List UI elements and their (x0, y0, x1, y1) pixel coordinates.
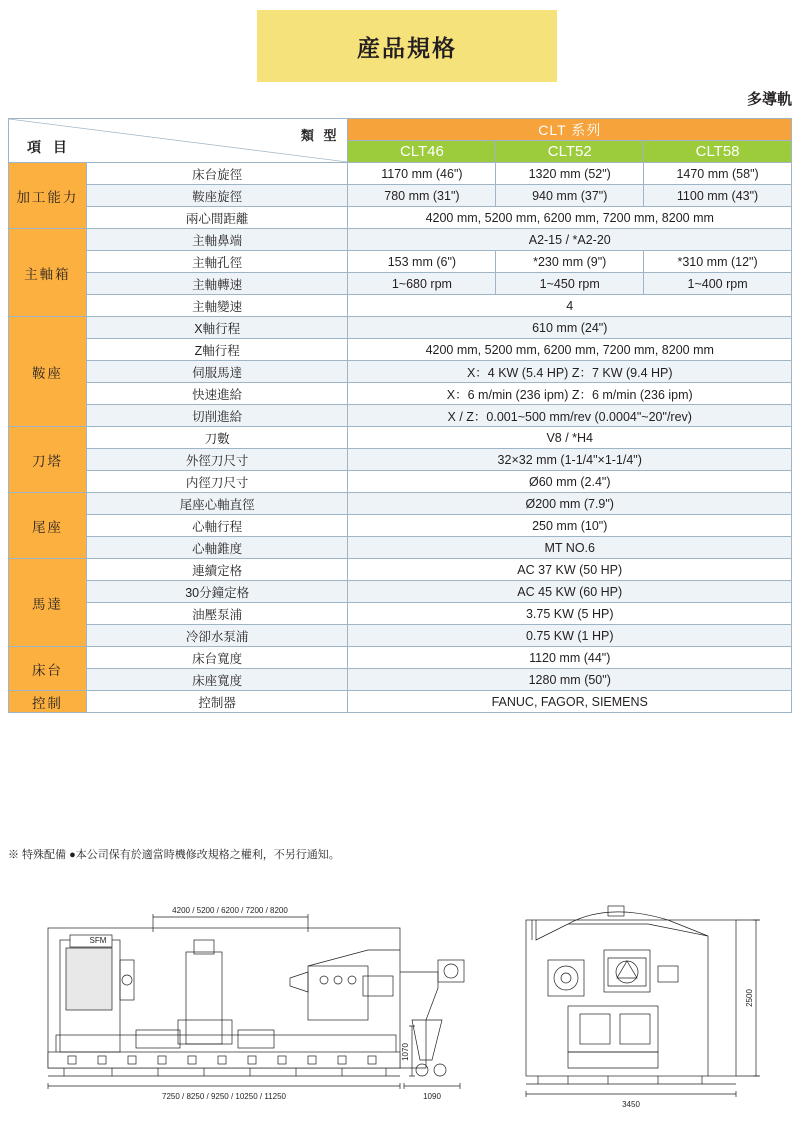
spec-value: AC 37 KW (50 HP) (348, 559, 792, 581)
spec-item-label: 床座寬度 (86, 669, 348, 691)
front-top-dimension: 4200 / 5200 / 6200 / 7200 / 8200 (172, 906, 288, 915)
machine-logo: SFM (89, 936, 107, 945)
spec-item-label: 兩心間距離 (86, 207, 348, 229)
series-header: CLT 系列 (348, 119, 792, 141)
spec-item-label: Z軸行程 (86, 339, 348, 361)
table-row (9, 163, 792, 185)
model-header-1: CLT46 (348, 141, 496, 163)
spec-value: 780 mm (31") (348, 185, 496, 207)
spec-value: 0.75 KW (1 HP) (348, 625, 792, 647)
spec-value: 1120 mm (44") (348, 647, 792, 669)
table-row (9, 515, 792, 537)
spec-item-label: 快速進給 (86, 383, 348, 405)
table-row (9, 647, 792, 669)
spec-value: AC 45 KW (60 HP) (348, 581, 792, 603)
header-item-label: 項 目 (27, 139, 71, 155)
table-row (9, 691, 792, 713)
conveyor-dimension: 1090 (423, 1092, 441, 1101)
table-row (9, 625, 792, 647)
group-label-6: 馬達 (9, 559, 87, 647)
spec-item-label: 尾座心軸直徑 (86, 493, 348, 515)
spec-item-label: 床台旋徑 (86, 163, 348, 185)
table-row (9, 383, 792, 405)
table-row (9, 273, 792, 295)
spec-item-label: 主軸鼻端 (86, 229, 348, 251)
spec-item-label: X軸行程 (86, 317, 348, 339)
spec-item-label: 鞍座旋徑 (86, 185, 348, 207)
group-label-5: 尾座 (9, 493, 87, 559)
table-row (9, 251, 792, 273)
spec-item-label: 内徑刀尺寸 (86, 471, 348, 493)
side-width-dimension: 3450 (622, 1100, 640, 1109)
table-row (9, 537, 792, 559)
spec-value: 4200 mm, 5200 mm, 6200 mm, 7200 mm, 8200 mm (348, 339, 792, 361)
group-label-3: 鞍座 (9, 317, 87, 427)
spec-item-label: 外徑刀尺寸 (86, 449, 348, 471)
table-row (9, 493, 792, 515)
table-row (9, 427, 792, 449)
spec-value: X：6 m/min (236 ipm) Z：6 m/min (236 ipm) (348, 383, 792, 405)
spec-item-label: 心軸錐度 (86, 537, 348, 559)
page-title: 産品規格 (357, 34, 457, 61)
table-row (9, 405, 792, 427)
spec-item-label: 床台寬度 (86, 647, 348, 669)
model-header-3: CLT58 (644, 141, 792, 163)
group-label-7: 床台 (9, 647, 87, 691)
spec-item-label: 冷卻水泵浦 (86, 625, 348, 647)
spec-item-label: 主軸變速 (86, 295, 348, 317)
spec-item-label: 油壓泵浦 (86, 603, 348, 625)
spec-item-label: 主軸孔徑 (86, 251, 348, 273)
group-label-4: 刀塔 (9, 427, 87, 493)
front-height-dimension: 1070 (401, 1043, 410, 1061)
side-height-dimension: 2500 (745, 989, 754, 1007)
page-title-banner (257, 10, 557, 82)
header-type-label: 類 型 (300, 128, 340, 143)
spec-value: 1280 mm (50") (348, 669, 792, 691)
spec-item-label: 連續定格 (86, 559, 348, 581)
spec-value: X / Z：0.001~500 mm/rev (0.0004"~20"/rev) (348, 405, 792, 427)
spec-value: *230 mm (9") (496, 251, 644, 273)
spec-value: 32×32 mm (1-1/4"×1-1/4") (348, 449, 792, 471)
front-bottom-dimension: 7250 / 8250 / 9250 / 10250 / 11250 (162, 1092, 286, 1101)
table-row (9, 295, 792, 317)
spec-value: 1470 mm (58") (644, 163, 792, 185)
table-row (9, 229, 792, 251)
spec-value: 940 mm (37") (496, 185, 644, 207)
table-row (9, 185, 792, 207)
spec-value: 4 (348, 295, 792, 317)
spec-value: X：4 KW (5.4 HP) Z：7 KW (9.4 HP) (348, 361, 792, 383)
table-row (9, 449, 792, 471)
spec-value: 3.75 KW (5 HP) (348, 603, 792, 625)
spec-item-label: 刀數 (86, 427, 348, 449)
spec-item-label: 30分鐘定格 (86, 581, 348, 603)
spec-value: 1~400 rpm (644, 273, 792, 295)
table-corner-header (9, 119, 348, 163)
spec-value: 1320 mm (52") (496, 163, 644, 185)
spec-value: 1100 mm (43") (644, 185, 792, 207)
group-label-1: 加工能力 (9, 163, 87, 229)
spec-value: 1~450 rpm (496, 273, 644, 295)
group-label-2: 主軸箱 (9, 229, 87, 317)
spec-value: Ø200 mm (7.9") (348, 493, 792, 515)
spec-value: A2-15 / *A2-20 (348, 229, 792, 251)
spec-value: 153 mm (6") (348, 251, 496, 273)
model-header-2: CLT52 (496, 141, 644, 163)
table-row (9, 559, 792, 581)
specifications-table (8, 118, 792, 713)
spec-item-label: 主軸轉速 (86, 273, 348, 295)
spec-value: FANUC, FAGOR, SIEMENS (348, 691, 792, 713)
table-row (9, 317, 792, 339)
spec-value: Ø60 mm (2.4") (348, 471, 792, 493)
spec-item-label: 伺服馬達 (86, 361, 348, 383)
spec-item-label: 切削進給 (86, 405, 348, 427)
spec-value: 1~680 rpm (348, 273, 496, 295)
spec-value: 250 mm (10") (348, 515, 792, 537)
table-row (9, 603, 792, 625)
page-subtitle: 多導軌 (746, 91, 792, 108)
table-row (9, 207, 792, 229)
table-row (9, 339, 792, 361)
group-label-8: 控制 (9, 691, 87, 713)
spec-value: MT NO.6 (348, 537, 792, 559)
spec-value: 4200 mm, 5200 mm, 6200 mm, 7200 mm, 8200 mm (348, 207, 792, 229)
spec-value: *310 mm (12") (644, 251, 792, 273)
spec-value: 610 mm (24") (348, 317, 792, 339)
table-row (9, 581, 792, 603)
table-row (9, 471, 792, 493)
footnote: ※ 特殊配備 ●本公司保有於適當時機修改規格之權利，不另行通知。 (8, 849, 340, 861)
table-row (9, 361, 792, 383)
machine-drawings (8, 880, 792, 1118)
spec-value: 1170 mm (46") (348, 163, 496, 185)
spec-item-label: 控制器 (86, 691, 348, 713)
table-row (9, 669, 792, 691)
spec-item-label: 心軸行程 (86, 515, 348, 537)
spec-value: V8 / *H4 (348, 427, 792, 449)
